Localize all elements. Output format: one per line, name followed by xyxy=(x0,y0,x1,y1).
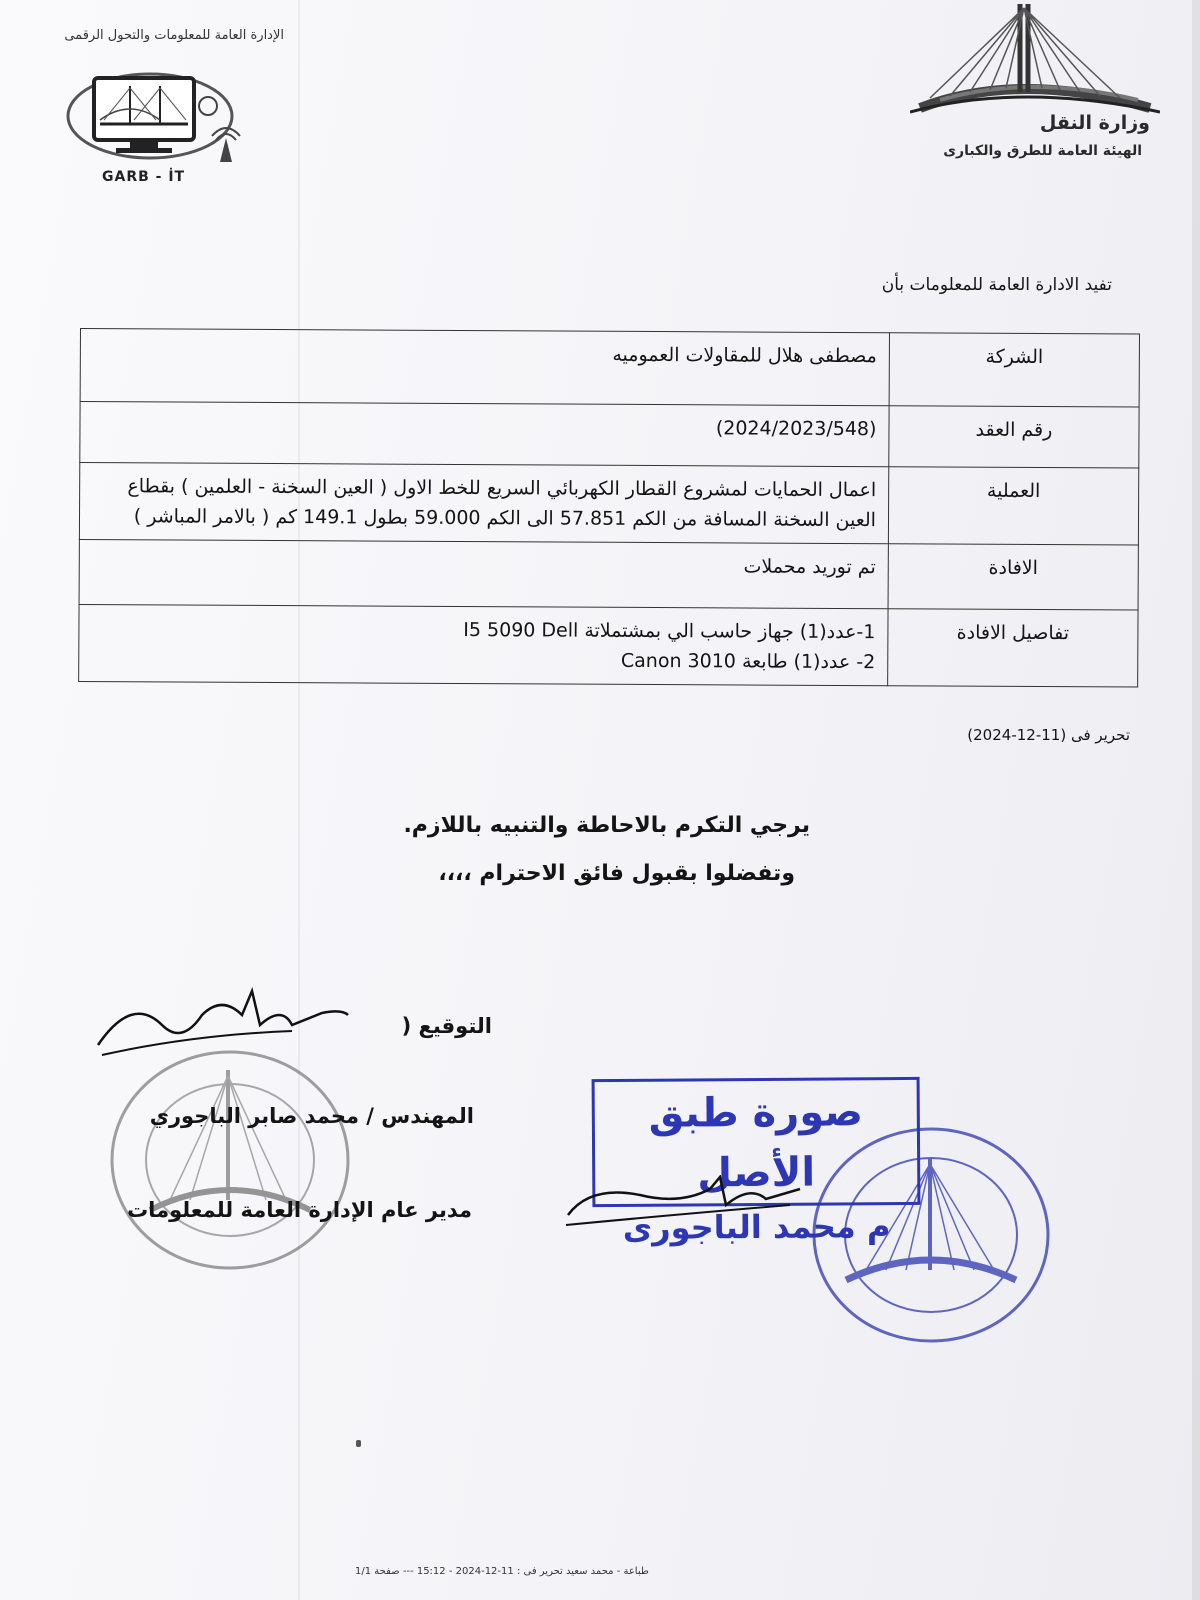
table-row xyxy=(79,463,1138,546)
result-text: تم توريد محملات xyxy=(743,555,876,579)
monitor-bridge-icon xyxy=(60,58,260,168)
print-footer: طباعة - محمد سعيد تحرير فى : 11-12-2024 - 15:12 --- صفحة 1/1 xyxy=(355,1566,649,1577)
paper-fold xyxy=(298,0,300,1600)
bridge-logo-icon xyxy=(910,0,1160,115)
signature-label: التوقيع ( xyxy=(401,1014,492,1038)
closing-line-1: يرجي التكرم بالاحاطة والتنبيه باللازم. xyxy=(403,813,810,838)
stamp-signature xyxy=(560,1175,820,1249)
operation-label: العملية xyxy=(888,467,1138,545)
closing-line-2: وتفضلوا بقبول فائق الاحترام ،،،، xyxy=(438,861,795,886)
details-line-1: 1-عدد(1) جهاز حاسب الي بمشتملاتة I5 5090 Dell xyxy=(463,619,876,644)
table-row xyxy=(79,604,1138,687)
details-line-2: 2- عدد(1) طابعة Canon 3010 xyxy=(620,649,876,674)
official-seal-left xyxy=(100,1040,360,1280)
table-row xyxy=(80,329,1139,408)
company-text: مصطفى هلال للمقاولات العموميه xyxy=(612,343,877,368)
it-brand-label: GARB - İT xyxy=(102,169,186,185)
handwritten-signature xyxy=(92,985,352,1069)
contract-value xyxy=(80,402,889,467)
details-label: تفاصيل الافادة xyxy=(888,609,1138,687)
operation-value: اعمال الحمايات لمشروع القطار الكهربائي السريع للخط الاول ( العين السخنة - العلمين ) بقطاع العين السخنة المسافة من الكم 57.851 الى الكم 59.000 بطول 149.1 كم ( بالامر المباشر ) xyxy=(79,463,888,544)
engineer-title: مدير عام الإدارة العامة للمعلومات xyxy=(127,1198,472,1222)
details-value xyxy=(79,604,888,685)
it-department-name: الإدارة العامة للمعلومات والتحول الرقمى xyxy=(64,28,284,43)
contract-text: (2024/2023/548) xyxy=(715,417,877,441)
table-row xyxy=(79,539,1138,610)
info-table xyxy=(78,328,1140,688)
ministry-logo xyxy=(910,0,1170,170)
result-label: الافادة xyxy=(888,544,1138,610)
authority-name: الهيئة العامة للطرق والكبارى xyxy=(943,143,1142,159)
engineer-name: المهندس / محمد صابر الباجوري xyxy=(149,1104,474,1128)
company-label: الشركة xyxy=(889,333,1139,407)
paper-edge-shadow xyxy=(1192,0,1200,1600)
result-value xyxy=(79,539,888,608)
contract-label: رقم العقد xyxy=(889,406,1139,468)
stamp-line-1: صورة طبق الأصل xyxy=(648,1089,864,1197)
ministry-name: وزارة النقل xyxy=(1039,112,1150,134)
table-row xyxy=(80,402,1139,469)
issue-date: تحرير فى (11-12-2024) xyxy=(967,726,1130,744)
company-value xyxy=(80,329,889,406)
stamp-line-2: م محمد الباجورى xyxy=(622,1207,891,1247)
paper-mark xyxy=(356,1440,361,1447)
intro-line: تفيد الادارة العامة للمعلومات بأن xyxy=(881,275,1112,295)
it-department-logo xyxy=(36,28,284,198)
